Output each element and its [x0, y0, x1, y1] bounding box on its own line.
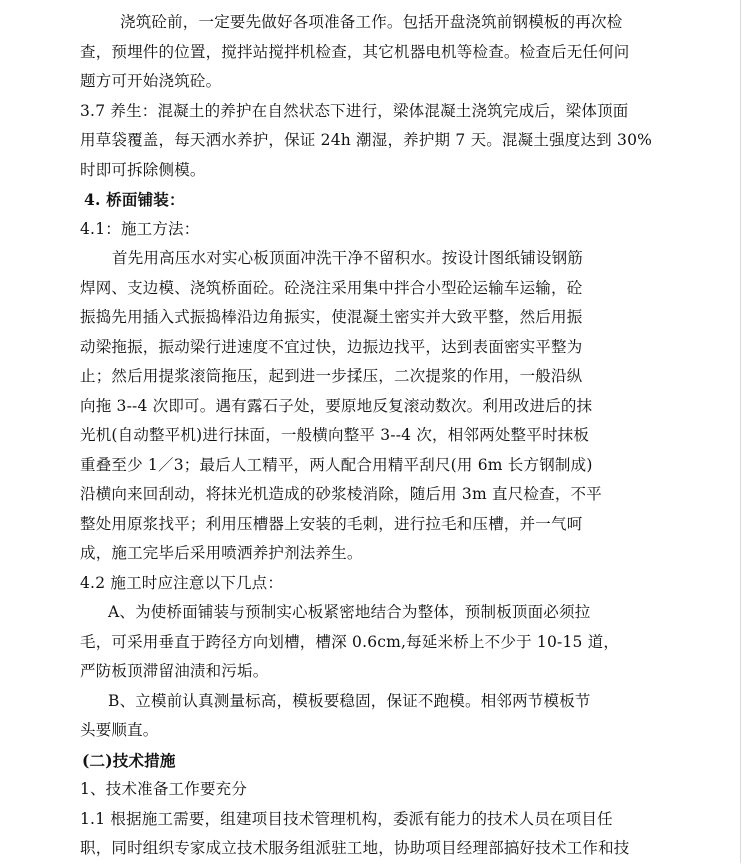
page-edge-divider — [740, 0, 741, 863]
paragraph-line: 止；然后用提浆滚筒拖压，起到进一步揉压，二次提浆的作用，一般沿纵 — [80, 367, 583, 385]
paragraph-line: 整处用原浆找平；利用压槽器上安装的毛刺，进行拉毛和压槽，并一气呵 — [80, 514, 583, 533]
paragraph-line: 向拖 3--4 次即可。遇有露石子处，要原地反复滚动数次。利用改进后的抹 — [80, 396, 593, 415]
paragraph-line: 首先用高压水对实心板顶面冲洗干净不留积水。按设计图纸铺设钢筋 — [112, 249, 584, 267]
paragraph-line: 动梁拖振，振动梁行进速度不宜过快，边振边找平，达到表面密实平整为 — [80, 337, 583, 356]
paragraph-line: 振捣先用插入式振捣棒沿边角振实，使混凝土密实并大致平整，然后用振 — [80, 308, 583, 326]
paragraph-line: B、立模前认真测量标高，模板要稳固，保证不跑模。相邻两节模板节 — [108, 691, 591, 710]
paragraph-line: 1.1 根据施工需要，组建项目技术管理机构，委派有能力的技术人员在项目任 — [80, 809, 613, 828]
paragraph-line: 1、技术准备工作要充分 — [80, 780, 248, 798]
document-body — [80, 8, 653, 864]
paragraph-line: 严防板顶滞留油渍和污垢。 — [80, 662, 269, 680]
paragraph-line: 职，同时组织专家成立技术服务组派驻工地，协助项目经理部搞好技术工作和技 — [80, 839, 630, 857]
paragraph-line: 重叠至少 1／3；最后人工精平，两人配合用精平刮尺(用 6m 长方钢制成) — [80, 455, 593, 474]
paragraph-line: 焊网、支边模、浇筑桥面砼。砼浇注采用集中拌合小型砼运输车运输，砼 — [80, 278, 583, 297]
paragraph-line: 光机(自动整平机)进行抹面，一般横向整平 3--4 次，相邻两处整平时抹板 — [80, 426, 590, 444]
paragraph-line: 用草袋覆盖，每天洒水养护，保证 24h 潮湿，养护期 7 天。混凝土强度达到 30% — [80, 131, 653, 149]
paragraph-line: 查，预埋件的位置，搅拌站搅拌机检查，其它机器电机等检查。检查后无任何问 — [80, 42, 630, 61]
paragraph-line: 沿横向来回刮动，将抹光机造成的砂浆棱消除，随后用 3m 直尺检查，不平 — [80, 485, 602, 503]
paragraph-line: 头要顺直。 — [80, 721, 159, 739]
paragraph-line: 题方可开始浇筑砼。 — [80, 72, 222, 90]
paragraph-line: A、为使桥面铺装与预制实心板紧密地结合为整体，预制板顶面必须拉 — [108, 603, 591, 621]
paragraph-line: 4.1：施工方法： — [80, 219, 200, 238]
paragraph-line: 4.2 施工时应注意以下几点： — [80, 573, 284, 592]
paragraph-line: 时即可拆除侧模。 — [80, 160, 206, 179]
section-heading: 4. 桥面铺装： — [84, 190, 185, 209]
paragraph-line: 成，施工完毕后采用喷洒养护剂法养生。 — [80, 544, 363, 562]
section-heading: (二)技术措施 — [82, 750, 176, 770]
paragraph-line: 3.7 养生：混凝土的养护在自然状态下进行，梁体混凝土浇筑完成后，梁体顶面 — [80, 101, 629, 120]
paragraph-line: 毛，可采用垂直于跨径方向划槽，槽深 0.6cm,每延米桥上不少于 10-15 道， — [80, 632, 620, 651]
paragraph-line: 浇筑砼前，一定要先做好各项准备工作。包括开盘浇筑前钢模板的再次检 — [120, 13, 623, 31]
